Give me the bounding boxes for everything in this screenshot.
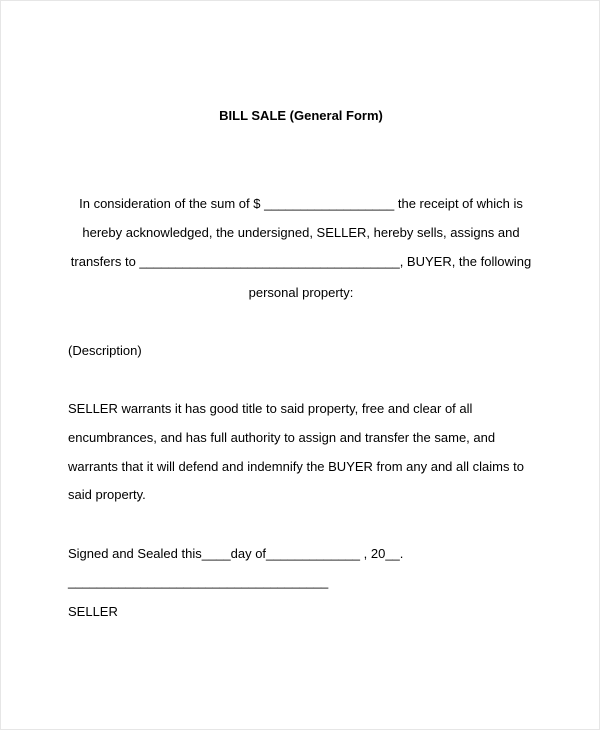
description-placeholder: (Description): [68, 343, 142, 358]
signature-line: ____________________________________: [68, 574, 329, 589]
document-title: BILL SALE (General Form): [219, 108, 383, 123]
consideration-line-1: In consideration of the sum of $ __________________ the receipt of which is: [79, 196, 523, 211]
consideration-line-4: personal property:: [248, 285, 354, 300]
warranty-line-1: SELLER warrants it has good title to said property, free and clear of all: [68, 401, 473, 416]
seller-label: SELLER: [68, 604, 118, 619]
warranty-line-4: said property.: [68, 487, 146, 502]
consideration-line-3: transfers to ____________________________________, BUYER, the following: [70, 254, 532, 269]
signed-and-sealed-line: Signed and Sealed this____day of_____________ , 20__.: [68, 546, 404, 561]
warranty-line-2: encumbrances, and has full authority to assign and transfer the same, and: [68, 430, 496, 445]
consideration-line-2: hereby acknowledged, the undersigned, SELLER, hereby sells, assigns and: [82, 225, 520, 240]
warranty-line-3: warrants that it will defend and indemnify the BUYER from any and all claims to: [68, 459, 524, 474]
